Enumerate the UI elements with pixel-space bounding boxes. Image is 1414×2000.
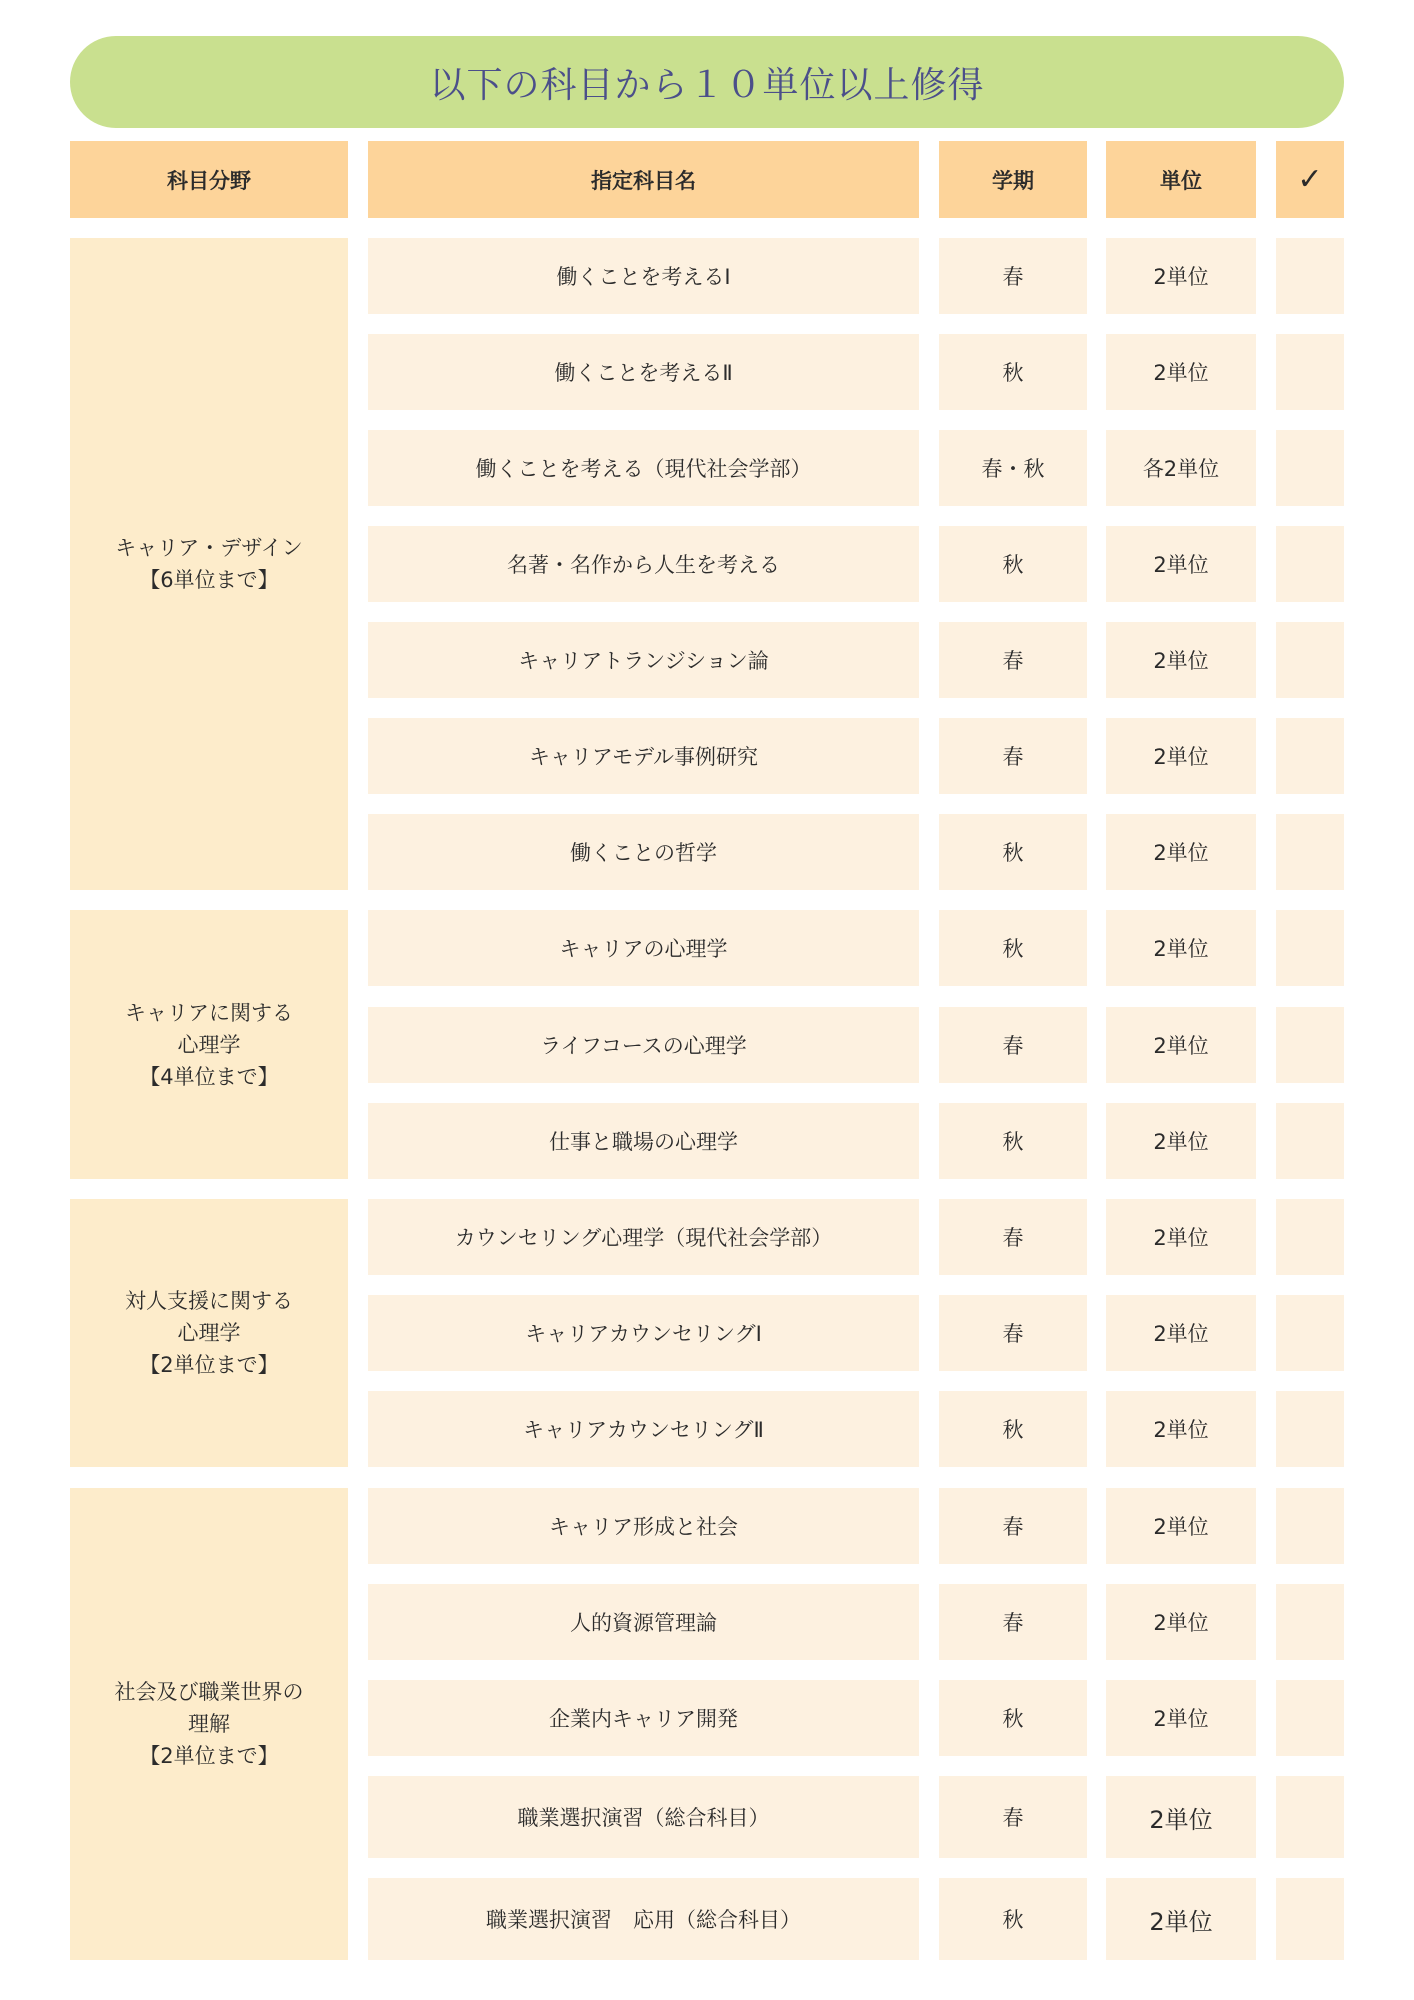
- row-credits-cell: [1106, 334, 1256, 410]
- row-term-cell: [939, 1007, 1087, 1083]
- category-label-line: 心理学: [177, 1032, 241, 1057]
- row-credits-cell: [1106, 1295, 1256, 1371]
- row-term-cell: [939, 1103, 1087, 1179]
- category-label-line: 【2単位まで】: [139, 1353, 279, 1377]
- row-term-text: 春・秋: [981, 457, 1045, 481]
- row-course-text: キャリアの心理学: [559, 937, 728, 961]
- row-checkbox[interactable]: [1276, 334, 1344, 410]
- row-credits-cell: [1106, 1199, 1256, 1275]
- row-checkbox[interactable]: [1276, 1584, 1344, 1660]
- row-checkbox[interactable]: [1276, 1391, 1344, 1467]
- row-term-text: 春: [1002, 1611, 1024, 1635]
- row-course-text: 仕事と職場の心理学: [549, 1130, 738, 1154]
- row-credits-text: 2単位: [1153, 1034, 1209, 1058]
- header-course: 指定科目名: [368, 141, 919, 218]
- row-term-cell: [939, 430, 1087, 506]
- row-course-cell: [368, 1199, 919, 1275]
- header-check-icon: ✓: [1276, 141, 1344, 218]
- row-term-text: 秋: [1002, 361, 1024, 385]
- row-credits-text: 2単位: [1153, 745, 1209, 769]
- row-term-text: 春: [1002, 265, 1024, 289]
- row-course-cell: [368, 1103, 919, 1179]
- row-credits-text: 各2単位: [1142, 457, 1220, 481]
- category-label-line: 【6単位まで】: [139, 568, 279, 592]
- row-term-text: 秋: [1002, 1418, 1024, 1442]
- row-credits-cell: [1106, 718, 1256, 794]
- category-label-line: 対人支援に関する: [125, 1289, 293, 1313]
- row-credits-text: 2単位: [1153, 1418, 1209, 1442]
- row-term-cell: [939, 910, 1087, 986]
- row-credits-cell: [1106, 238, 1256, 314]
- row-course-cell: [368, 1007, 919, 1083]
- row-course-cell: [368, 1295, 919, 1371]
- row-credits-text: 2単位: [1149, 1805, 1213, 1834]
- row-checkbox[interactable]: [1276, 430, 1344, 506]
- row-term-cell: [939, 334, 1087, 410]
- category-label-line: 【2単位まで】: [139, 1744, 279, 1768]
- row-course-text: キャリアカウンセリングⅡ: [523, 1418, 764, 1442]
- row-credits-text: 2単位: [1153, 361, 1209, 385]
- row-course-text: 人的資源管理論: [570, 1611, 717, 1635]
- row-term-text: 春: [1002, 1226, 1024, 1250]
- row-credits-text: 2単位: [1153, 1707, 1209, 1731]
- category-label-line: キャリアに関する: [125, 1000, 293, 1025]
- row-course-cell: [368, 910, 919, 986]
- row-credits-cell: [1106, 526, 1256, 602]
- category-cell: [70, 238, 348, 890]
- row-term-text: 春: [1002, 1806, 1024, 1830]
- row-checkbox[interactable]: [1276, 1776, 1344, 1858]
- row-credits-cell: [1106, 430, 1256, 506]
- row-term-text: 秋: [1002, 937, 1024, 961]
- row-checkbox[interactable]: [1276, 1680, 1344, 1756]
- row-term-cell: [939, 238, 1087, 314]
- row-credits-cell: [1106, 1103, 1256, 1179]
- row-checkbox[interactable]: [1276, 910, 1344, 986]
- row-term-cell: [939, 1391, 1087, 1467]
- category-label-line: 【4単位まで】: [139, 1064, 279, 1089]
- row-term-cell: [939, 814, 1087, 890]
- row-checkbox[interactable]: [1276, 718, 1344, 794]
- row-course-text: ライフコースの心理学: [540, 1034, 747, 1058]
- row-credits-cell: [1106, 910, 1256, 986]
- row-credits-text: 2単位: [1153, 1611, 1209, 1635]
- row-credits-cell: [1106, 1007, 1256, 1083]
- category-label-line: キャリア・デザイン: [115, 536, 303, 560]
- row-term-cell: [939, 1776, 1087, 1858]
- category-cell: [70, 910, 348, 1179]
- row-term-cell: [939, 622, 1087, 698]
- row-course-cell: [368, 238, 919, 314]
- row-credits-text: 2単位: [1149, 1907, 1213, 1936]
- row-course-cell: [368, 526, 919, 602]
- row-course-cell: [368, 334, 919, 410]
- row-checkbox[interactable]: [1276, 526, 1344, 602]
- row-course-cell: [368, 622, 919, 698]
- row-course-text: 働くことの哲学: [570, 841, 717, 865]
- row-term-text: 秋: [1002, 841, 1024, 865]
- row-term-cell: [939, 718, 1087, 794]
- page-title: 以下の科目から１０単位以上修得: [70, 36, 1344, 128]
- row-credits-cell: [1106, 622, 1256, 698]
- row-term-text: 春: [1002, 1515, 1024, 1539]
- row-course-text: 働くことを考えるⅡ: [554, 361, 733, 385]
- row-course-cell: [368, 430, 919, 506]
- row-course-text: 働くことを考える（現代社会学部）: [475, 457, 812, 481]
- category-label-line: 社会及び職業世界の: [114, 1680, 304, 1704]
- row-checkbox[interactable]: [1276, 622, 1344, 698]
- row-term-cell: [939, 1680, 1087, 1756]
- row-term-cell: [939, 1295, 1087, 1371]
- row-term-text: 春: [1002, 649, 1024, 673]
- row-course-cell: [368, 1776, 919, 1858]
- row-term-cell: [939, 526, 1087, 602]
- row-credits-text: 2単位: [1153, 841, 1209, 865]
- row-course-text: キャリアトランジション論: [518, 649, 769, 673]
- row-checkbox[interactable]: [1276, 1295, 1344, 1371]
- row-checkbox[interactable]: [1276, 1007, 1344, 1083]
- row-checkbox[interactable]: [1276, 1878, 1344, 1960]
- row-course-text: キャリアカウンセリングⅠ: [525, 1322, 762, 1346]
- row-term-text: 春: [1002, 1034, 1024, 1058]
- row-credits-cell: [1106, 1488, 1256, 1564]
- row-course-text: 職業選択演習（総合科目）: [517, 1806, 770, 1830]
- row-term-text: 春: [1002, 1322, 1024, 1346]
- row-credits-cell: [1106, 1680, 1256, 1756]
- row-credits-cell: [1106, 1391, 1256, 1467]
- row-course-text: キャリア形成と社会: [549, 1515, 738, 1539]
- row-course-text: 企業内キャリア開発: [549, 1707, 738, 1731]
- row-checkbox[interactable]: [1276, 1199, 1344, 1275]
- row-course-text: 職業選択演習 応用（総合科目）: [486, 1908, 801, 1932]
- row-course-cell: [368, 1680, 919, 1756]
- row-course-cell: [368, 718, 919, 794]
- row-term-cell: [939, 1488, 1087, 1564]
- row-checkbox[interactable]: [1276, 814, 1344, 890]
- row-credits-cell: [1106, 814, 1256, 890]
- row-course-text: キャリアモデル事例研究: [528, 745, 759, 769]
- row-credits-text: 2単位: [1153, 265, 1209, 289]
- row-credits-text: 2単位: [1153, 1322, 1209, 1346]
- row-credits-cell: [1106, 1776, 1256, 1858]
- row-course-text: 働くことを考えるⅠ: [556, 265, 731, 289]
- header-credits: 単位: [1106, 141, 1256, 218]
- row-course-cell: [368, 1488, 919, 1564]
- category-cell: [70, 1199, 348, 1467]
- row-credits-text: 2単位: [1153, 937, 1209, 961]
- row-credits-cell: [1106, 1584, 1256, 1660]
- row-course-cell: [368, 1878, 919, 1960]
- row-credits-text: 2単位: [1153, 553, 1209, 577]
- row-course-text: 名著・名作から人生を考える: [507, 553, 780, 577]
- category-label-line: 理解: [188, 1712, 230, 1736]
- row-checkbox[interactable]: [1276, 1488, 1344, 1564]
- row-term-text: 秋: [1002, 1707, 1024, 1731]
- row-term-cell: [939, 1878, 1087, 1960]
- row-term-text: 秋: [1002, 553, 1024, 577]
- row-checkbox[interactable]: [1276, 238, 1344, 314]
- row-checkbox[interactable]: [1276, 1103, 1344, 1179]
- row-course-cell: [368, 814, 919, 890]
- row-credits-cell: [1106, 1878, 1256, 1960]
- row-course-text: カウンセリング心理学（現代社会学部）: [454, 1226, 833, 1250]
- category-cell: [70, 1488, 348, 1960]
- row-credits-text: 2単位: [1153, 1515, 1209, 1539]
- row-credits-text: 2単位: [1153, 1226, 1209, 1250]
- header-field: 科目分野: [70, 141, 348, 218]
- header-term: 学期: [939, 141, 1087, 218]
- category-label-line: 心理学: [177, 1321, 241, 1345]
- row-credits-text: 2単位: [1153, 649, 1209, 673]
- row-course-cell: [368, 1391, 919, 1467]
- row-credits-text: 2単位: [1153, 1130, 1209, 1154]
- row-course-cell: [368, 1584, 919, 1660]
- row-term-text: 秋: [1002, 1908, 1024, 1932]
- row-term-cell: [939, 1584, 1087, 1660]
- row-term-cell: [939, 1199, 1087, 1275]
- row-term-text: 春: [1002, 745, 1024, 769]
- row-term-text: 秋: [1002, 1130, 1024, 1154]
